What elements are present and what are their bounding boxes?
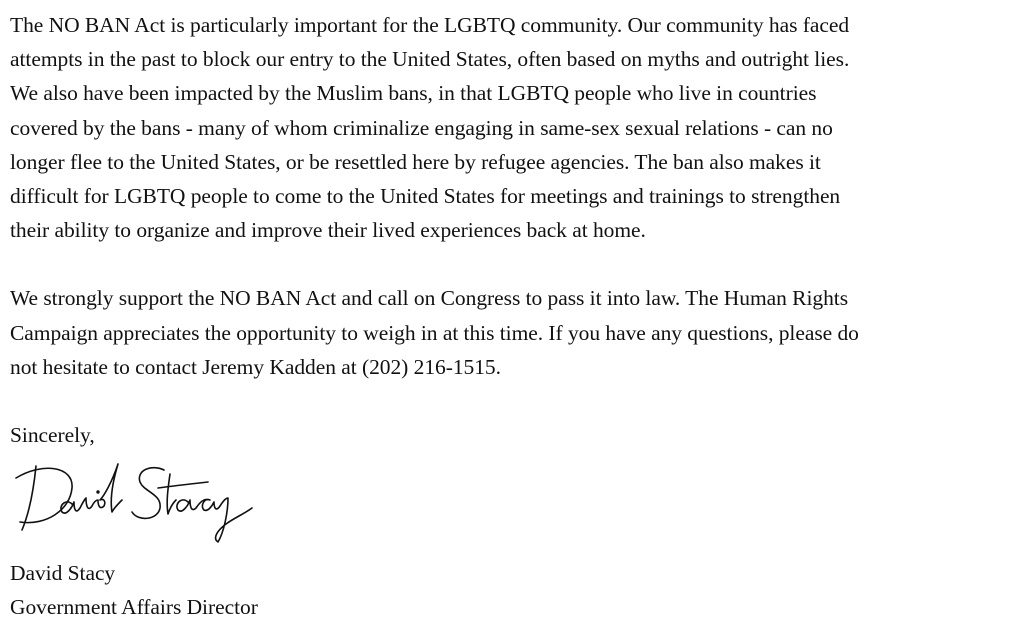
- text-line: We strongly support the NO BAN Act and call on Congress to pass it into law. The Human Rights: [10, 286, 849, 311]
- signer-name: David Stacy: [10, 561, 116, 586]
- text-line: difficult for LGBTQ people to come to the United States for meetings and trainings to strengthen: [10, 184, 841, 209]
- text-line: their ability to organize and improve their lived experiences back at home.: [10, 218, 646, 243]
- text-line: The NO BAN Act is particularly important for the LGBTQ community. Our community has faced: [10, 13, 850, 37]
- letter-body: [10, 8, 1015, 625]
- paragraph-no-ban-lgbtq: [10, 8, 1015, 247]
- text-line: We also have been impacted by the Muslim bans, in that LGBTQ people who live in countries: [10, 81, 817, 106]
- text-line: covered by the bans - many of whom criminalize engaging in same-sex sexual relations - can no: [10, 115, 833, 140]
- paragraph-support-contact: [10, 281, 1015, 384]
- text-line: not hesitate to contact Jeremy Kadden at (202) 216-1515.: [10, 354, 501, 379]
- signer-block: [10, 556, 1015, 624]
- text-line: longer flee to the United States, or be resettled here by refugee agencies. The ban also makes it: [10, 149, 821, 174]
- signature-image: [12, 456, 272, 546]
- closing-salutation: Sincerely,: [10, 423, 95, 448]
- text-line: attempts in the past to block our entry to the United States, often based on myths and outright lies.: [10, 47, 850, 72]
- text-line: Campaign appreciates the opportunity to weigh in at this time. If you have any questions, please do: [10, 320, 859, 345]
- signer-title: Government Affairs Director: [10, 595, 258, 620]
